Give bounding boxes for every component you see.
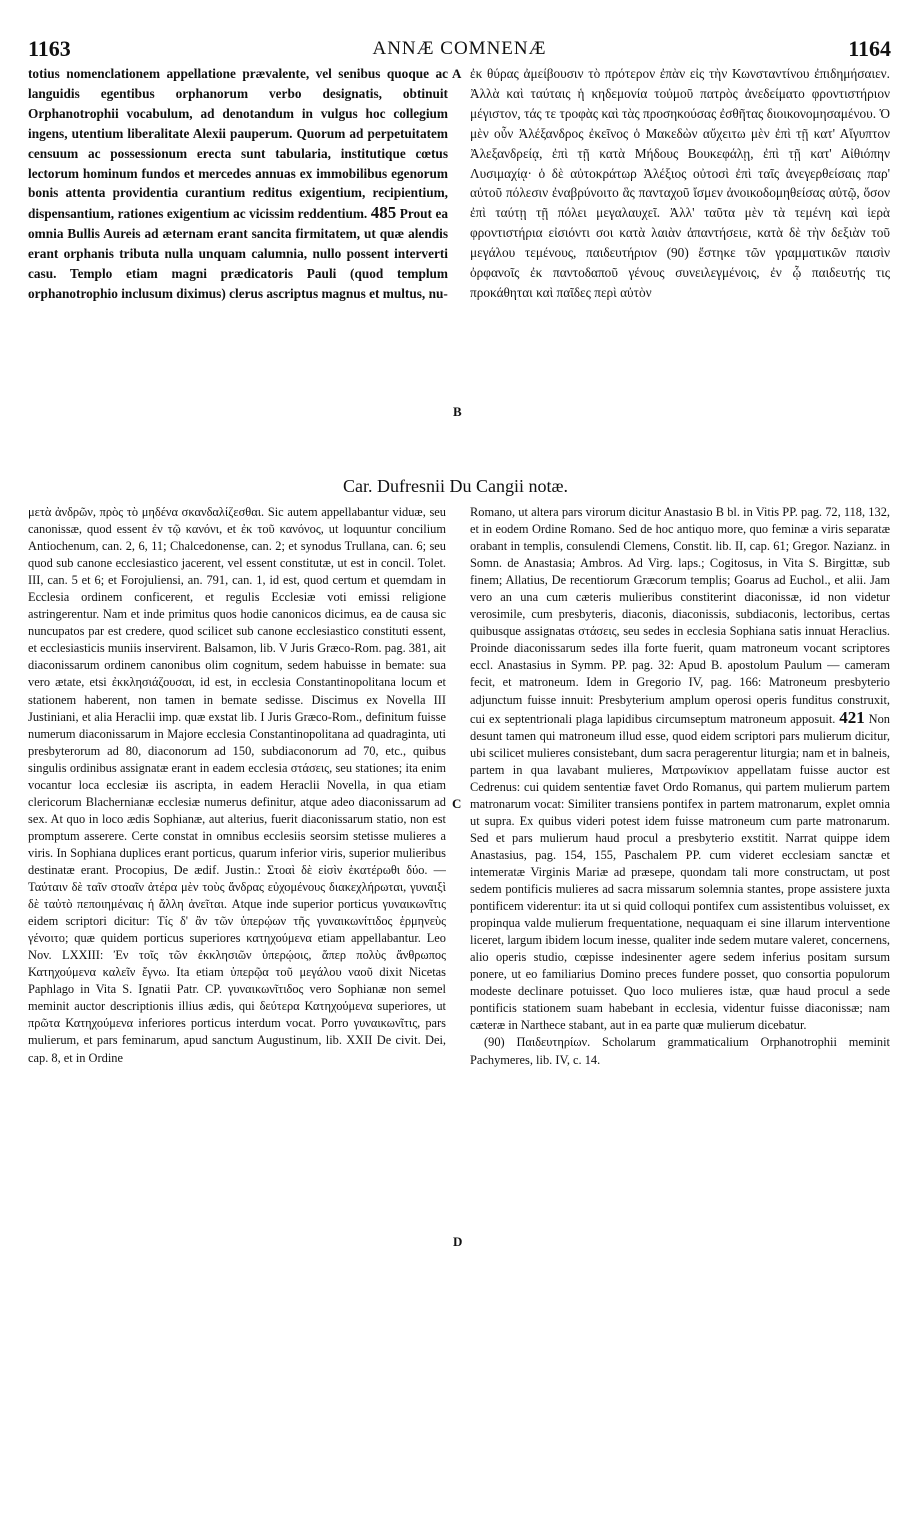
greek-paragraph: ἐκ θύρας ἀμείβουσιν τὸ πρότερον ἐπὰν εἰς τὴν Κωνσταντίνου ἐπιδημήσαιεν. Ἀλλὰ καὶ ταύταις ἡ κηδεμονία τοὐμοῦ πατρὸς ἀνεδείματο φροντιστήριον μέγιστον, τάς τε τροφὰς καὶ τὰς προσηκούσας ἐσθῆτας διοικονομησαμένου. Ὁ μὲν οὖν Ἀλέξανδρος ἐκεῖνος ὁ Μακεδὼν αὔχειτω μὲν ἐπὶ τῇ κατ' Αἴγυπτον Ἀλεξανδρείᾳ, ἐπὶ τῇ κατὰ Μήδους Βουκεφάλῃ, ἐπὶ τῇ κατ' Αἰθιόπην Λυσιμαχίᾳ· ὁ δὲ αὐτοκράτωρ Ἀλέξιος οὐτοσὶ ἐπὶ ταῖς ἀνεγερθείσαις παρ' αὐτοῦ πόλεσιν ἐναβρύνοιτο ἃς πανταχοῦ ἴσμεν ἀνοικοδομηθείσας αὐτῷ, ὅσον ἐπὶ ταύτῃ τῇ πόλει μεγαλαυχεῖ. Ἀλλ' ταῦτα μὲν τὰ τεμένη καὶ ἱερὰ φροντιστήρια εἰσιόντι σοι κατὰ λαιὰν ἀπαντήσειε, κατὰ δὲ τὴν δεξιὰν τοῦ μεγάλου τεμένους, παιδευτήριον (90) ἔστηκε τῶν γραμματικῶν παισὶν ὀρφανοῖς ἐκ παντοδαποῦ γένους συνειλεγμένοις, ἐν ᾧ παιδευτής τις προκάθηται καὶ παῖδες περὶ αὐτὸν [470, 66, 890, 300]
margin-letter-a: A [452, 66, 462, 81]
notes-left-paragraph: μετὰ ἀνδρῶν, πρὸς τὸ μηδένα σκανδαλίζεσθαι. Sic autem appellabantur viduæ, seu canonissæ, quod essent ἐν τῷ κανόνι, et ἐκ τοῦ κανόνος, ut loquuntur concilium Antiochenum, can. 2, 6, 11; Chalcedonense, can. 2; et synodus Trullana, can. 6; seu quod sub canone ecclesiastico jacerent, vel essent constitutæ, ut est in concil. Tolet. III, can. 5 et 6; et Forojuliensi, an. 791, can. 1, id est, quod certum et quemdam in Ecclesia ordinem conficerent, et regulis Ecclesiæ voti emissi religione astringerentur. Nam et inde primitus quos hodie canonicos dicimus, ea de causa sic nuncupatos par est credere, quod scilicet sub canone ecclesiastico constituti essent, et ecclesiasticis muniis inservirent. Balsamon, lib. V Juris Græco-Rom. pag. 381, ait diaconissarum ordinem canonibus olim cognitum, sedem habuisse in bemate: sua vero ætate, etsi ἐκκλησιάζουσαι, id est, in ecclesia Constantinopolitana locum et stationem haberent, non tamen in bemate sedisse. Discimus ex Novella III Justiniani, et alia Heraclii imp. quæ exstat lib. I Juris Græco-Rom., definitum fuisse numerum diaconissarum in Majore ecclesia Constantinopolitana ad quadraginta, uti presbyterorum ad 80, diaconorum ad 150, subdiaconorum ad 70, etc., quibus singulis ordinibus assignatæ erant in eadem ecclesia στάσεις, seu stationes; ita enim vocantur loca ecclesiæ iis ascripta, in eadem Heraclii Novella, in qua etiam clericorum Blachernianæ ecclesiæ numerus definitur, atque adeo diaconissarum ad sex. At quo in loco ædis Sophianæ, aut alterius, fuerit diaconissarum statio, non est promptum asserere. Certe constat in omnibus ecclesiis seorsim stetisse mulieres a viris. In Sophiana duplices erant porticus, quarum inferior viris, superior mulieribus destinatæ erant. Procopius, De ædif. Justin.: Στοαὶ δὲ εἰσὶν ἑκατέρωθι δύο. — Ταύταιν δὲ ταῖν στοαῖν ἀτέρα μὲν τοὺς ἄνδρας εὐχομένους διακεχλήρωται, γυναιξὶ δὲ ταὐτὸ πεποιημέναις ἡ ἄλλη ἀνεῖται. Atque inde superior porticus γυναικωνῖτις eidem scriptori dicitur: Τίς δ' ἂν τῶν ὑπερῴων τῆς γυναικωνίτιδος ἑρμηνεὺς γένοιτο; quæ quidem porticus superiores κατηχούμενα etiam appellabantur. Leo Nov. LXXIII: Ἐν τοῖς τῶν ἐκκλησιῶν ὑπερῴοις, ἅπερ πολὺς ἄνθρωπος Κατηχούμενα καλεῖν ἔγνω. Ita etiam ὑπερῷα τοῦ μεγάλου ναοῦ dixit Nicetas Paphlago in Vita S. Ignatii Patr. CP. γυναικωνῖτιδος vero Sophianæ non semel meminit auctor descriptionis illius ædis, qui δεύτερα Κατηχούμενα superiores, ut πρῶτα Κατηχούμενα inferiores porticus interdum vocat. Porro γυναικωνῖτις, pars mulierum, et pars feminarum, apud sanctum Augustinum, lib. XXII De civit. Dei, cap. 8, et in Ordine [28, 505, 446, 1065]
notes-right-paragraph: Romano, ut altera pars virorum dicitur Anastasio B bl. in Vitis PP. pag. 72, 118, 132, et in eodem Ordine Romano. Sed de hoc antiquo more, quo feminæ a viris separatæ orabant in templis, consulendi Clemens, Constit. lib. II, cap. 61; Gregor. Nazianz. in Somn. de Anastasia; Ambros. Ad Virg. laps.; Cogitosus, in Vita S. Birgittæ, sub finem; Allatius, De recentiorum Græcorum templis; Goarus ad Euchol., et alii. Jam vero an una cum cæteris mulieribus constiterint diaconissæ, id non videtur verosimile, cum presbyteris, diaconis, diaconissis, subdiaconis, lectoribus, certas quibusque assignatas στάσεις, seu sedes in ecclesia Sophiana satis innuat Heraclius. Proinde diaconissarum sedes illa forte fuerit, quam matroneum vocant scriptores eccl. Anastasius in Symm. PP. pag. 32: Apud B. apostolum Paulum — cameram fecit, et matroneum. Idem in Gregorio IV, pag. 166: Matroneum presbyterio adjunctum fuisse innuit: Presbyterium amplum operosi operis funditus construxit, cui ex septentrionali plaga lapidibus circumseptum matroneum apposuit. 421 Non desunt tamen qui matroneum illud esse, quod eidem scriptori pars mulierum dicitur, ubi scilicet mulieres consistebant, dum sacra peragerentur liturgia; nam et in balneis, partem in qua lavabant mulieres, Ματρωνίκιον appellatam fuisse auctor est Cedrenus: cui quidem sententiæ favet Ordo Romanus, qui partem mulierum partem matronarum vocat: Similiter transiens pontifex in partem matronarum, explet omnia ut supra. Ex quibus videri potest idem fuisse matroneum cum parte matronarum. Sed et pars mulierum haud procul a presbyterio exstitit. Narrat quippe idem Anastasius, pag. 154, 155, Paschalem PP. cum videret ecclesiam sanctæ et intemeratæ Virginis Mariæ ad præsepe, quondam tali more constructam, ut post sedem pontificis mulieres ad sacra missarum solemnia stantes, prope assistere juxta pontificem viderentur: ita ut si quid colloqui pontifex cum assistentibus voluisset, ex propinqua valde mulierum frequentatione, nequaquam ei sine illarum interventione liceret, largum ibidem locum inesse, qualiter inde sedem mutare valeret, concernens, alio operis studio, cœpisse indesinenter agere sedem inferius positam sursum ponere, ut eo familiarius Domino preces fundere posset, quo consortia populorum modeste declinare potuisset. Quo loco mulieres istæ, quæ haud procul a sede pontificis stationem suam habebant in ecclesia, videntur fuisse diaconissæ; nam cæteræ in Narthece stabant, aut in ea parte quæ mulierum dicebatur. [470, 505, 890, 1033]
notes-right-footnote: (90) Παιδευτηρίων. Scholarum grammaticalium Orphanotrophii meminit Pachymeres, lib. IV, c. 14. [470, 1035, 890, 1067]
latin-column [28, 64, 448, 462]
running-header [28, 36, 891, 62]
notes-right-marker: 421 [839, 707, 865, 727]
notes-right-column [470, 504, 890, 1516]
greek-column [470, 64, 890, 462]
notes-heading: Car. Dufresnii Du Cangii notæ. [343, 476, 568, 496]
margin-letter-b: B [453, 404, 462, 419]
page-number-left: 1163 [28, 36, 71, 61]
notes-left-column [28, 504, 446, 1516]
margin-letter-c: C [452, 796, 462, 811]
latin-marker: 485 [370, 203, 397, 223]
page-number-right: 1164 [848, 36, 891, 61]
margin-letter-d: D [453, 1234, 463, 1249]
running-title: ANNÆ COMNENÆ [372, 38, 547, 59]
latin-paragraph: totius nomenclationem appellatione prævalente, vel senibus quoque ac languidis egentibus orphanorum verbo designatis, obtinuit Orphanotrophii vocabulum, ad denotandum in vulgus hoc collegium ingens, utentium liberalitate Alexii pauperum. Quorum ad perpetuitatem censuum ac possessionum erecta sunt tabularia, institutique cœtus lectorum hominum fundos et mercedes annuas ex immobilibus egenorum bonis attenta providentia curantium reditus exigentium, recipientium, dispensantium, rationes exigentium ac vicissim reddentium. 485 Prout ea omnia Bullis Aureis ad æternam erant sancita firmitatem, ut quæ alendis erant orphanis tributa nulla unquam calumnia, nullo possent interverti casu. Templo etiam magni prædicatoris Pauli (quod templum orphanotrophio inclusum diximus) clerus ascriptus magnus et multus, nu- [28, 66, 448, 301]
